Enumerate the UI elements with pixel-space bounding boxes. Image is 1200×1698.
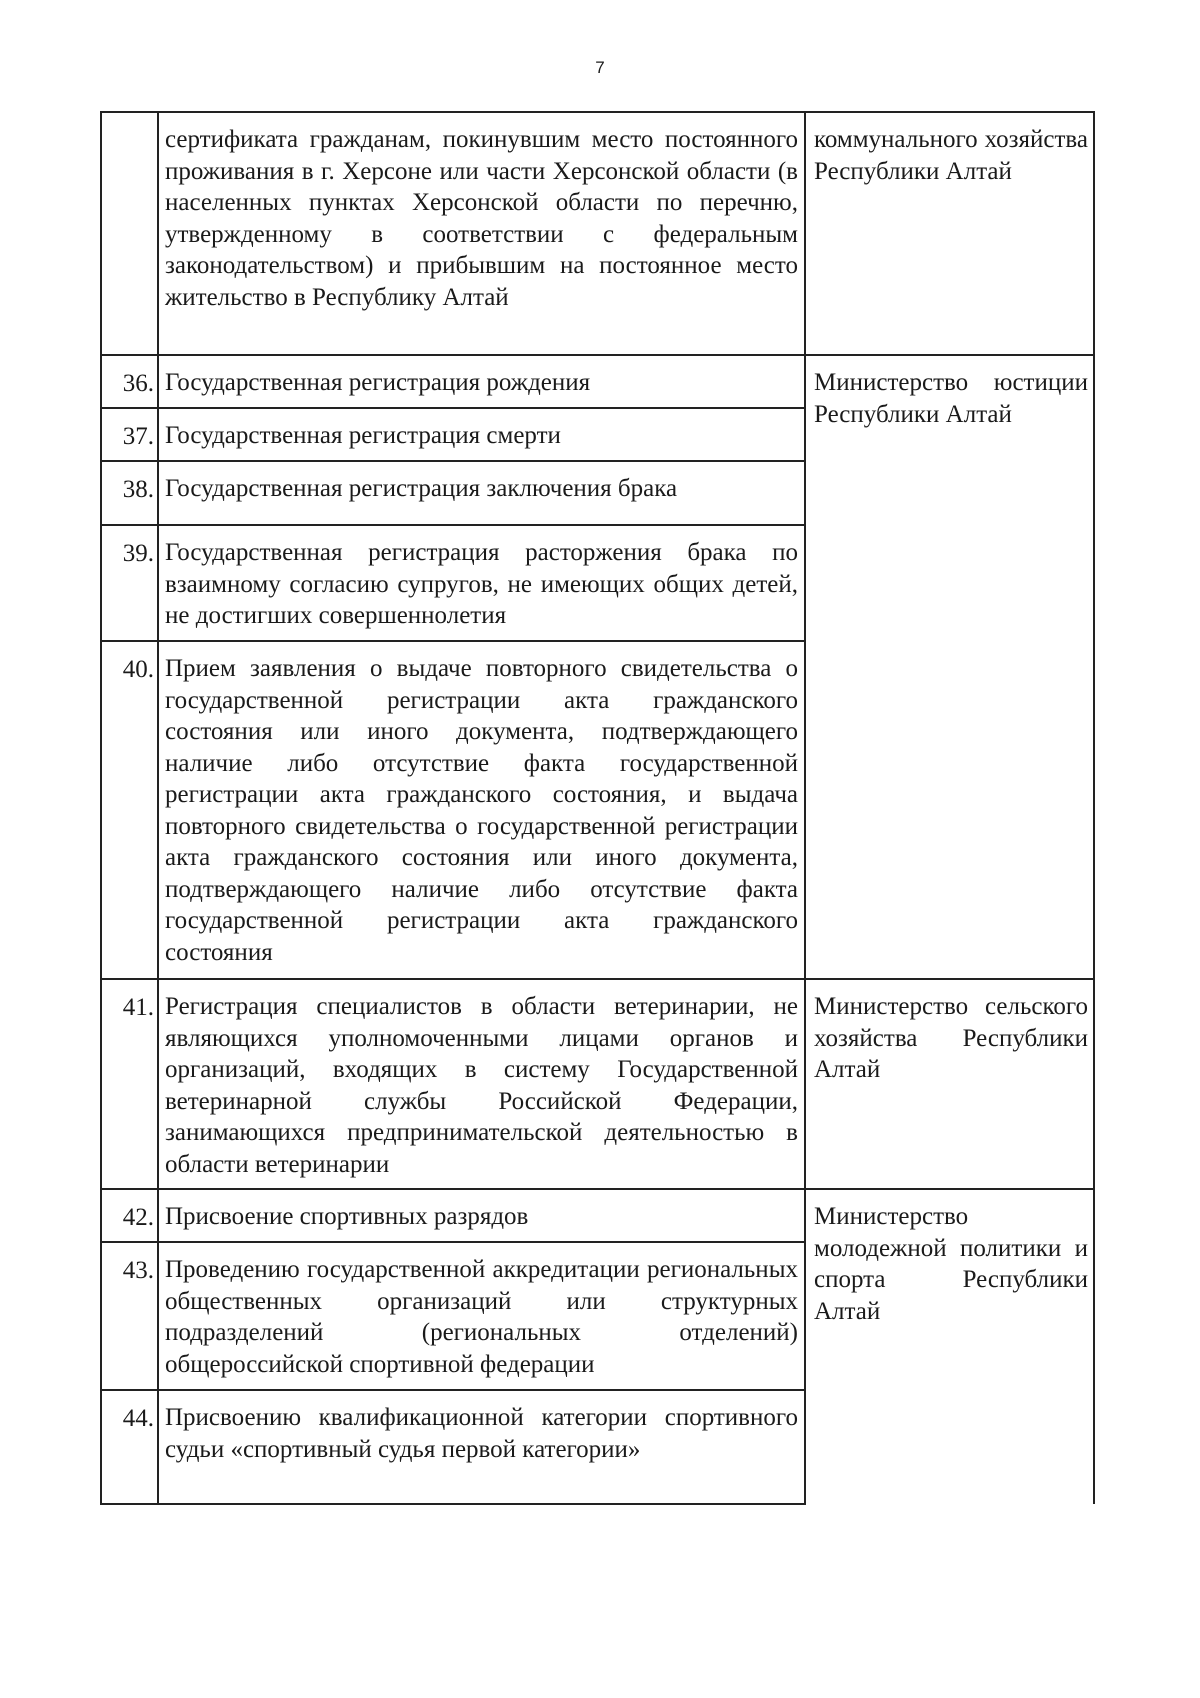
table-border bbox=[100, 1188, 1094, 1190]
row-number: 37. bbox=[122, 423, 154, 450]
table-border bbox=[157, 111, 159, 1504]
row-number: 43. bbox=[122, 1257, 154, 1284]
service-description: Государственная регистрация расторжения брака по взаимному согласию супругов, не имеющих общих детей, не достигших совершеннолетия bbox=[165, 539, 798, 629]
services-table bbox=[100, 111, 1094, 1504]
table-border bbox=[100, 640, 806, 642]
row-number: 40. bbox=[122, 656, 154, 683]
service-description: Присвоению квалификационной категории спортивного судьи «спортивный судья первой категории» bbox=[165, 1404, 798, 1463]
table-border bbox=[100, 1241, 806, 1243]
service-description: Присвоение спортивных разрядов bbox=[165, 1203, 529, 1230]
service-description: Государственная регистрация заключения брака bbox=[165, 475, 678, 502]
table-border bbox=[100, 354, 1094, 356]
service-description: Государственная регистрация смерти bbox=[165, 422, 561, 449]
service-description: Регистрация специалистов в области ветеринарии, не являющихся уполномоченными лицами органов и организаций, входящих в систему Государственной ветеринарной службы Российской Федерации, занимающихся предпринимательской деятельностью в области ветеринарии bbox=[165, 993, 798, 1178]
row-number: 41. bbox=[122, 994, 154, 1021]
row-number: 36. bbox=[122, 370, 154, 397]
ministry-cell: Министерство сельского хозяйства Республики Алтай bbox=[814, 993, 1088, 1083]
ministry-cell: Министерство молодежной политики и спорта Республики Алтай bbox=[814, 1203, 1088, 1325]
service-description: сертификата гражданам, покинувшим место постоянного проживания в г. Херсоне или части Херсонской области (в населенных пунктах Херсонской области по перечню, утвержденному в соответствии с федеральным законодательством) и прибывшим на постоянное место жительство в Республику Алтай bbox=[165, 126, 798, 311]
ministry-cell: Министерство юстиции Республики Алтай bbox=[814, 369, 1088, 428]
service-description: Государственная регистрация рождения bbox=[165, 369, 591, 396]
ministry-cell: коммунального хозяйства Республики Алтай bbox=[814, 126, 1088, 185]
table-border bbox=[100, 1503, 806, 1505]
table-border bbox=[100, 460, 806, 462]
row-number: 39. bbox=[122, 540, 154, 567]
table-border bbox=[1093, 111, 1095, 1504]
table-border bbox=[100, 524, 806, 526]
table-border bbox=[100, 978, 1094, 980]
table-border bbox=[100, 111, 102, 1504]
row-number: 38. bbox=[122, 476, 154, 503]
table-border bbox=[100, 407, 806, 409]
service-description: Прием заявления о выдаче повторного свидетельства о государственной регистрации акта гражданского состояния или иного документа, подтверждающего наличие либо отсутствие факта государственной регистрации акта гражданского состояния, и выдача повторного свидетельства о государственной регистрации акта гражданского состояния или иного документа, подтверждающего наличие либо отсутствие факта государственной регистрации акта гражданского состояния bbox=[165, 655, 798, 966]
table-border bbox=[100, 111, 1094, 113]
row-number: 44. bbox=[122, 1405, 154, 1432]
page-number: 7 bbox=[595, 58, 605, 77]
table-border bbox=[100, 1389, 806, 1391]
service-description: Проведению государственной аккредитации региональных общественных организаций или структурных подразделений (региональных отделений) общероссийской спортивной федерации bbox=[165, 1256, 798, 1378]
row-number: 42. bbox=[122, 1204, 154, 1231]
table-border bbox=[804, 111, 806, 1504]
row-number bbox=[100, 111, 158, 354]
